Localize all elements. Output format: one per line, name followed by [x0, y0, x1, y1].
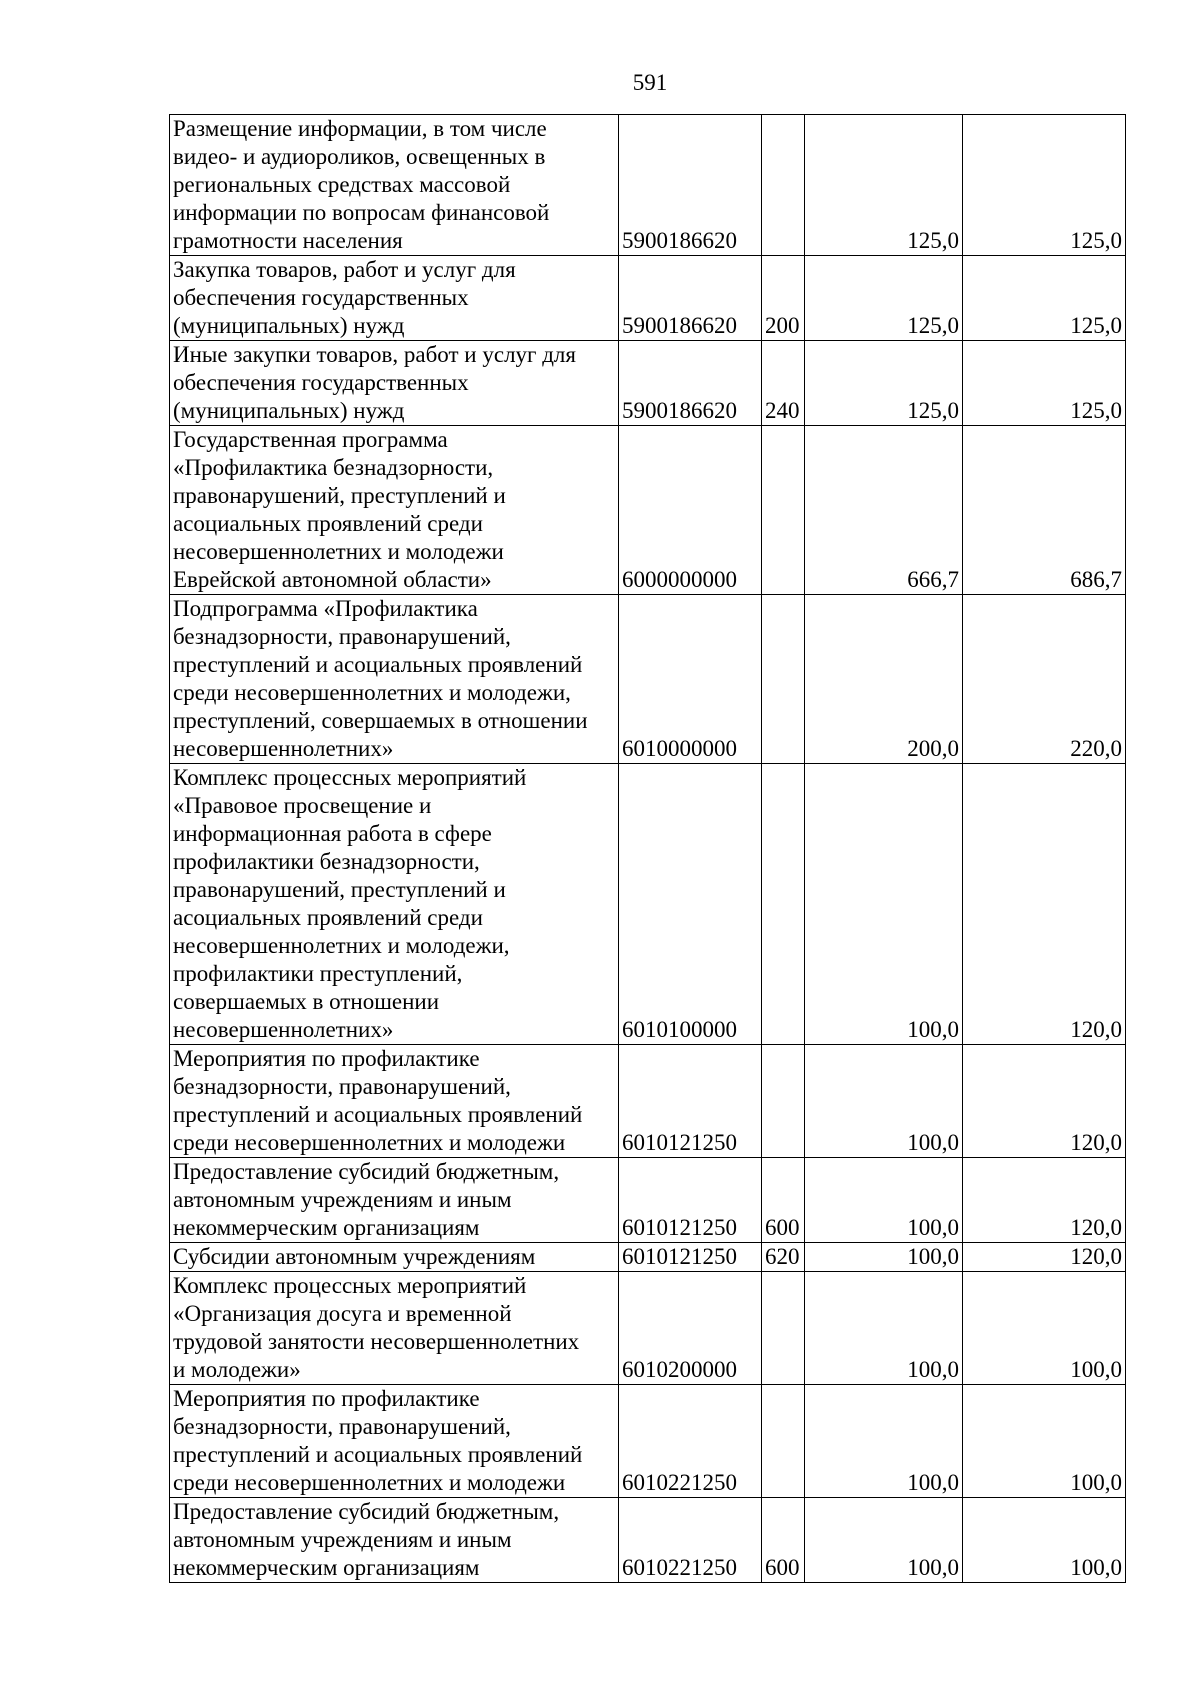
- row-name-cell: Субсидии автономным учреждениям: [170, 1243, 619, 1272]
- row-value-1-cell: 100,0: [805, 764, 963, 1045]
- row-kind-cell: 600: [762, 1158, 805, 1243]
- row-code-cell: 6010121250: [619, 1045, 762, 1158]
- row-value-2-cell: 220,0: [963, 595, 1126, 764]
- row-value-1-cell: 100,0: [805, 1385, 963, 1498]
- row-value-1-cell: 125,0: [805, 115, 963, 256]
- row-value-2-cell: 686,7: [963, 426, 1126, 595]
- row-value-2-cell: 120,0: [963, 1045, 1126, 1158]
- table-row: [170, 595, 1126, 764]
- row-code-cell: 6010121250: [619, 1158, 762, 1243]
- row-name-cell: Предоставление субсидий бюджетным, автономным учреждениям и иным некоммерческим организациям: [170, 1498, 619, 1583]
- row-code-cell: 6010000000: [619, 595, 762, 764]
- row-value-1-cell: 100,0: [805, 1158, 963, 1243]
- row-value-2-cell: 100,0: [963, 1272, 1126, 1385]
- table-row: [170, 1272, 1126, 1385]
- row-code-cell: 6010221250: [619, 1498, 762, 1583]
- row-code-cell: 6010221250: [619, 1385, 762, 1498]
- row-kind-cell: [762, 1272, 805, 1385]
- row-kind-cell: [762, 1045, 805, 1158]
- row-name-cell: Мероприятия по профилактике безнадзорности, правонарушений, преступлений и асоциальных проявлений среди несовершеннолетних и молодежи: [170, 1045, 619, 1158]
- row-value-1-cell: 125,0: [805, 341, 963, 426]
- table-row: [170, 1158, 1126, 1243]
- row-kind-cell: [762, 595, 805, 764]
- row-kind-cell: [762, 1385, 805, 1498]
- row-value-2-cell: 125,0: [963, 256, 1126, 341]
- row-code-cell: 6000000000: [619, 426, 762, 595]
- row-name-cell: Государственная программа «Профилактика безнадзорности, правонарушений, преступлений и асоциальных проявлений среди несовершеннолетних и молодежи Еврейской автономной области»: [170, 426, 619, 595]
- row-value-2-cell: 100,0: [963, 1385, 1126, 1498]
- row-value-2-cell: 100,0: [963, 1498, 1126, 1583]
- row-code-cell: 6010121250: [619, 1243, 762, 1272]
- table-row: [170, 764, 1126, 1045]
- table-row: [170, 1045, 1126, 1158]
- row-value-1-cell: 100,0: [805, 1498, 963, 1583]
- table-row: [170, 1385, 1126, 1498]
- row-name-cell: Предоставление субсидий бюджетным, автономным учреждениям и иным некоммерческим организациям: [170, 1158, 619, 1243]
- row-code-cell: 6010200000: [619, 1272, 762, 1385]
- row-value-2-cell: 120,0: [963, 1158, 1126, 1243]
- table-row: [170, 115, 1126, 256]
- row-value-1-cell: 666,7: [805, 426, 963, 595]
- table-row: [170, 256, 1126, 341]
- row-code-cell: 5900186620: [619, 115, 762, 256]
- row-value-1-cell: 100,0: [805, 1272, 963, 1385]
- row-value-2-cell: 125,0: [963, 341, 1126, 426]
- row-kind-cell: [762, 764, 805, 1045]
- row-kind-cell: 620: [762, 1243, 805, 1272]
- row-value-2-cell: 125,0: [963, 115, 1126, 256]
- row-code-cell: 6010100000: [619, 764, 762, 1045]
- budget-table: [169, 114, 1126, 1583]
- row-name-cell: Комплекс процессных мероприятий «Правовое просвещение и информационная работа в сфере профилактики безнадзорности, правонарушений, преступлений и асоциальных проявлений среди несовершеннолетних и молодежи, профилактики преступлений, совершаемых в отношении несовершеннолетних»: [170, 764, 619, 1045]
- row-name-cell: Иные закупки товаров, работ и услуг для обеспечения государственных (муниципальных) нужд: [170, 341, 619, 426]
- table-row: [170, 1498, 1126, 1583]
- page-number: 591: [632, 70, 668, 95]
- budget-table-body: [170, 115, 1126, 1583]
- row-value-2-cell: 120,0: [963, 1243, 1126, 1272]
- row-value-1-cell: 125,0: [805, 256, 963, 341]
- row-value-1-cell: 200,0: [805, 595, 963, 764]
- table-row: [170, 1243, 1126, 1272]
- row-value-1-cell: 100,0: [805, 1243, 963, 1272]
- row-value-2-cell: 120,0: [963, 764, 1126, 1045]
- row-name-cell: Мероприятия по профилактике безнадзорности, правонарушений, преступлений и асоциальных проявлений среди несовершеннолетних и молодежи: [170, 1385, 619, 1498]
- table-row: [170, 426, 1126, 595]
- row-kind-cell: [762, 115, 805, 256]
- row-kind-cell: 600: [762, 1498, 805, 1583]
- row-name-cell: Размещение информации, в том числе видео- и аудиороликов, освещенных в региональных средствах массовой информации по вопросам финансовой грамотности населения: [170, 115, 619, 256]
- row-kind-cell: 200: [762, 256, 805, 341]
- row-name-cell: Закупка товаров, работ и услуг для обеспечения государственных (муниципальных) нужд: [170, 256, 619, 341]
- row-code-cell: 5900186620: [619, 341, 762, 426]
- row-code-cell: 5900186620: [619, 256, 762, 341]
- table-row: [170, 341, 1126, 426]
- row-name-cell: Подпрограмма «Профилактика безнадзорности, правонарушений, преступлений и асоциальных проявлений среди несовершеннолетних и молодежи, преступлений, совершаемых в отношении несовершеннолетних»: [170, 595, 619, 764]
- row-name-cell: Комплекс процессных мероприятий «Организация досуга и временной трудовой занятости несовершеннолетних и молодежи»: [170, 1272, 619, 1385]
- row-value-1-cell: 100,0: [805, 1045, 963, 1158]
- row-kind-cell: 240: [762, 341, 805, 426]
- row-kind-cell: [762, 426, 805, 595]
